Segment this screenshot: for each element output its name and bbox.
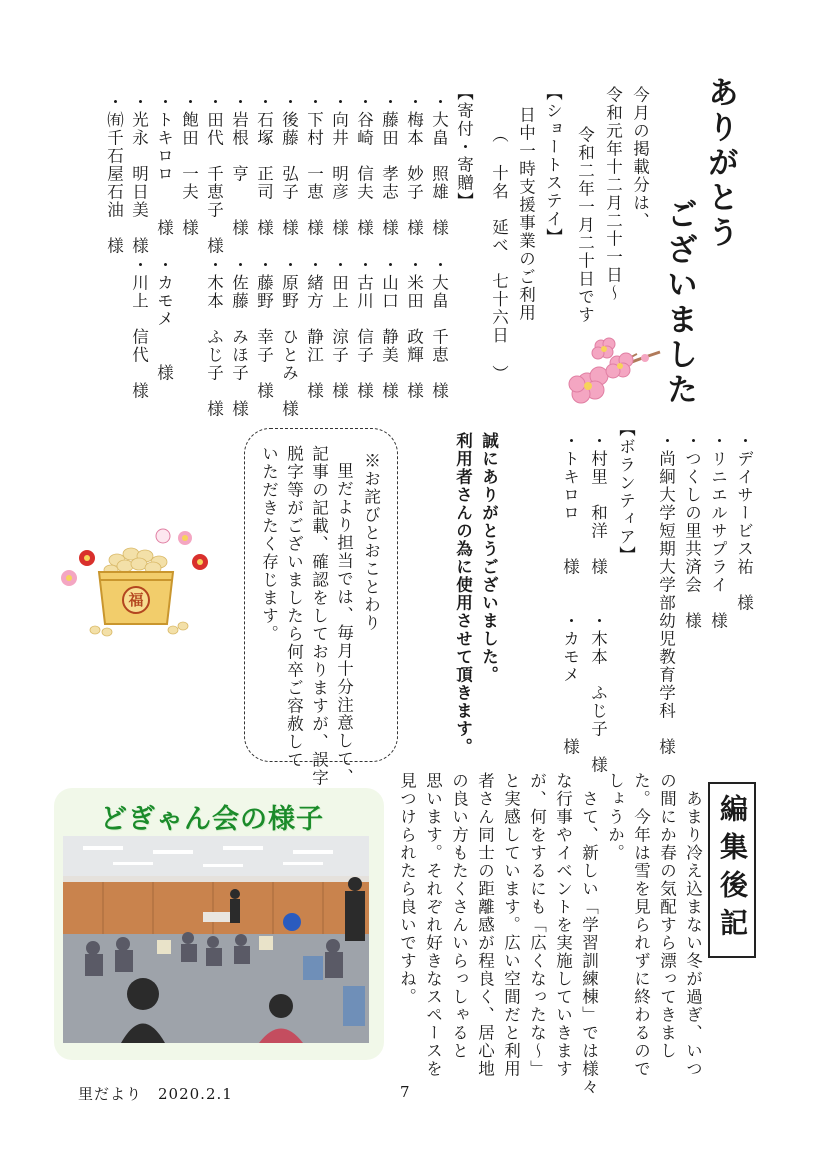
apology-line-3: いただきたく存じます。 [259,445,279,643]
donor-b-12: ・川上 信代 様 [129,256,149,400]
donor-a-1: ・梅本 妙子 様 [404,93,424,237]
donor-a-11: ・トキロロ 様 [154,93,174,237]
donor-a-3: ・谷崎 信夫 様 [354,93,374,237]
closing-line2: 利用者さんの為に使用させて頂きます。 [453,432,473,756]
editor-line-5: な行事やイベントを実施していきます [553,772,573,1078]
plum-blossom-icon [565,330,665,406]
editor-line-4: さて、新しい「学習訓練棟」では様々 [579,790,599,1096]
editor-line-11: 見つけられたら良いですね。 [397,772,417,1006]
donor-a-8: ・岩根 亨 様 [229,93,249,237]
thanks-title-line1: ありがとう [702,76,738,251]
donor-a-7: ・石塚 正司 様 [254,93,274,237]
donor-b-9: ・木本 ふじ子 様 [204,256,224,418]
donor-b-7: ・藤野 幸子 様 [254,256,274,400]
short-stay-heading: 【ショートステイ】 [543,84,563,246]
apology-line-1: 記事の記載、確認をしておりますが、誤字 [309,445,329,787]
donor-a-5: ・下村 一恵 様 [304,93,324,237]
donor-a-12: ・光永 明日美 様 [129,93,149,255]
editor-line-6: が、何をするにも「広くなったな～」 [527,772,547,1078]
donor-a-10: ・飽田 一夫 様 [179,93,199,237]
editor-line-8: 者さん同士の距離感が程良く、居心地 [475,772,495,1078]
period-line3: 令和二年一月二十日です [575,126,595,324]
editor-line-0: あまり冷え込まない冬が過ぎ、いつ [683,790,703,1078]
footer-page-number: 7 [400,1083,411,1101]
closing-line1: 誠にありがとうございました。 [479,432,499,684]
editor-line-1: の間にか春の気配すら漂ってきまし [657,772,677,1060]
donor-b-5: ・緒方 静江 様 [304,256,324,400]
thanks-title-line2: ございました [661,198,697,408]
donation-heading: 【寄付・寄贈】 [454,84,474,210]
masu-label: 福 [128,591,144,609]
donor-a-2: ・藤田 孝志 様 [379,93,399,237]
photo-title: どぎゃん会の様子 [100,804,324,835]
footer-newsletter: 里だより 2020.2.1 [78,1085,233,1103]
donor-b-1: ・米田 政輝 様 [404,256,424,400]
apology-line-2: 脱字等がございましたら何卒ご容赦して [284,445,304,769]
donor-b-3: ・古川 信子 様 [354,256,374,400]
editor-line-3: しょうか。 [605,772,625,862]
donor-a-4: ・向井 明彦 様 [329,93,349,237]
apology-heading: ※お詫びとおことわり [361,452,381,632]
org-1: ・リニエルサプライ 様 [708,432,728,630]
org-0: ・デイサービス祐 様 [734,432,754,612]
donor-b-8: ・佐藤 みほ子 様 [229,256,249,418]
period-line2: 令和元年十二月二十一日～ [603,86,623,302]
donor-b-4: ・田上 涼子 様 [329,256,349,400]
volunteers-col2: ・トキロロ 様 ・カモメ 様 [560,432,580,756]
org-2: ・つくしの里共済会 様 [682,432,702,630]
editor-line-10: 思います。それぞれ好きなスペースを [423,772,443,1078]
apology-line-0: 里だより担当では、毎月十分注意して、 [334,462,354,786]
bean-masu-icon [55,520,225,640]
org-3: ・尚絅大学短期大学部幼児教育学科 様 [656,432,676,756]
short-stay-line2: （ 十名 延べ 七十六日 ） [489,126,509,383]
volunteer-heading: 【ボランティア】 [616,420,636,564]
editor-line-9: の良い方もたくさんいらっしゃると [449,772,469,1060]
volunteers-col1: ・村里 和洋 様 ・木本 ふじ子 様 [588,432,608,774]
donor-a-13: ・㈲千石屋石油 様 [104,93,124,255]
period-line1: 今月の掲載分は、 [630,86,650,230]
donor-b-11: ・カモメ 様 [154,256,174,382]
donor-a-9: ・田代 千恵子 様 [204,93,224,255]
donor-b-6: ・原野 ひとみ 様 [279,256,299,418]
editor-line-7: と実感しています。広い空間だと利用 [501,772,521,1078]
donor-a-0: ・大畠 照雄 様 [429,93,449,237]
meeting-photo [63,836,369,1043]
donor-b-2: ・山口 静美 様 [379,256,399,400]
donor-a-6: ・後藤 弘子 様 [279,93,299,237]
short-stay-line1: 日中一時支援事業のご利用 [516,106,536,322]
editor-line-2: た。今年は雪を見られずに終わるので [631,772,651,1078]
donor-b-0: ・大畠 千恵 様 [429,256,449,400]
editor-heading: 編集後記 [708,782,756,958]
